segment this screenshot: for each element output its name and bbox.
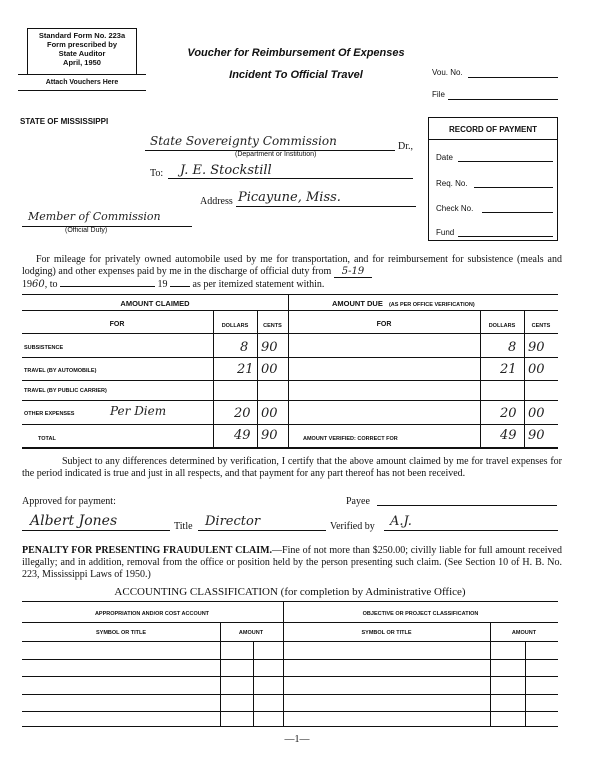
other-cents[interactable]: 00 (261, 406, 278, 421)
record-fund-label: Fund (436, 228, 455, 237)
cents-header-right: CENTS (531, 323, 551, 329)
standard-form-label: Standard Form No. 223a (38, 31, 126, 40)
symbol-header-right: SYMBOL OR TITLE (361, 630, 412, 636)
for-header-right: FOR (376, 321, 392, 328)
verified-by-value[interactable]: A.J. (390, 514, 412, 529)
verified-other-dollars[interactable]: 20 (500, 406, 517, 421)
amount-header-left: AMOUNT (238, 630, 264, 636)
vou-no-field[interactable] (468, 77, 558, 78)
other-dollars[interactable]: 20 (234, 406, 251, 421)
page-title: Voucher for Reimbursement Of Expenses Incident To Official Travel (187, 47, 405, 81)
for-header-left: FOR (109, 321, 125, 328)
state-label: STATE OF MISSISSIPPI (20, 117, 109, 126)
dollars-header-right: DOLLARS (488, 323, 516, 329)
subsistence-dollars[interactable]: 8 (240, 340, 249, 355)
verified-total-dollars[interactable]: 49 (500, 428, 517, 443)
intro-paragraph: For mileage for privately owned automobile used by me for transportation, and for reimbursement for subsistence (meals and lodging) and other expenses paid by me in the discharge of official duty from 5-19 (22, 254, 562, 277)
record-check-field[interactable] (482, 212, 553, 213)
record-title: RECORD OF PAYMENT (448, 125, 537, 134)
verified-travel-auto-dollars[interactable]: 21 (500, 362, 517, 377)
from-date-value[interactable]: 5-19 (334, 266, 372, 278)
travel-auto-cents[interactable]: 00 (261, 362, 278, 377)
record-fund-field[interactable] (458, 236, 553, 237)
verified-travel-auto-cents[interactable]: 00 (528, 362, 545, 377)
total-cents[interactable]: 90 (261, 428, 278, 443)
penalty-paragraph: PENALTY FOR PRESENTING FRAUDULENT CLAIM.—Fine of not more than $250.00; civilly liable for full amount received illegally; and in addition, removal from the office or position held by the person presenting such claim. (See Section 10 of H. B. No. 223, Mississippi Laws of 1950.) (22, 545, 562, 580)
row-travel-public-label: TRAVEL (BY PUBLIC CARRIER) (24, 388, 107, 394)
certify-paragraph: Subject to any differences determined by verification, I certify that the above amount claimed by me for travel expenses for the period indicated is true and just in all respects, and that payment for any part thereof has not been received. (22, 456, 562, 479)
verified-subsistence-cents[interactable]: 90 (528, 340, 545, 355)
row-other-label: OTHER EXPENSES (24, 411, 75, 417)
row-other-note[interactable]: Per Diem (110, 404, 167, 418)
dollars-header-left: DOLLARS (221, 323, 249, 329)
attach-label: Attach Vouchers Here (45, 79, 119, 86)
file-label: File (432, 90, 445, 99)
record-date-label: Date (436, 153, 453, 162)
to-label: To: (150, 168, 164, 179)
title-value[interactable]: Director (205, 514, 261, 529)
record-date-field[interactable] (458, 161, 553, 162)
subsistence-cents[interactable]: 90 (261, 340, 278, 355)
record-check-label: Check No. (436, 204, 474, 213)
verified-other-cents[interactable]: 00 (528, 406, 545, 421)
verified-by-label: Verified by (330, 521, 375, 532)
address-value[interactable]: Picayune, Miss. (238, 190, 341, 205)
to-value[interactable]: J. E. Stockstill (180, 163, 272, 178)
approved-label: Approved for payment: (22, 496, 116, 507)
department-caption: (Department or Institution) (235, 151, 317, 158)
verified-correct-label: AMOUNT VERIFIED: CORRECT FOR (303, 436, 398, 442)
total-dollars[interactable]: 49 (234, 428, 251, 443)
title-label: Title (174, 521, 193, 532)
file-field[interactable] (448, 99, 558, 100)
address-label: Address (200, 196, 233, 207)
row-travel-auto-label: TRAVEL (BY AUTOMOBILE) (24, 368, 97, 374)
prescribed-label: Form prescribed by (46, 40, 118, 49)
approver-signature[interactable]: Albert Jones (30, 513, 118, 529)
official-duty-caption: (Official Duty) (65, 227, 108, 234)
record-req-field[interactable] (474, 187, 553, 188)
amount-header-right: AMOUNT (511, 630, 537, 636)
auditor-label: State Auditor (58, 49, 106, 58)
payee-field[interactable] (377, 505, 557, 506)
row-subsistence-label: SUBSISTENCE (24, 345, 64, 351)
intro-line2: 1960, to 19 as per itemized statement within. (22, 279, 325, 290)
row-total-label: TOTAL (38, 436, 56, 442)
verified-subsistence-dollars[interactable]: 8 (508, 340, 517, 355)
payee-label: Payee (346, 496, 370, 507)
vou-no-label: Vou. No. (432, 68, 463, 77)
objective-header: OBJECTIVE OR PROJECT CLASSIFICATION (362, 611, 479, 617)
cents-header-left: CENTS (263, 323, 282, 329)
department-value[interactable]: State Sovereignty Commission (150, 134, 337, 148)
appropriation-header: APPROPRIATION AND/OR COST ACCOUNT (94, 611, 210, 617)
year-value[interactable]: 60 (32, 279, 45, 290)
page-number: —1— (284, 734, 310, 745)
dr-label: Dr., (398, 141, 413, 152)
claimed-header: AMOUNT CLAIMED (120, 299, 190, 308)
travel-auto-dollars[interactable]: 21 (237, 362, 254, 377)
record-req-label: Req. No. (436, 179, 468, 188)
symbol-header-left: SYMBOL OR TITLE (95, 630, 146, 636)
due-header: AMOUNT DUE (AS PER OFFICE VERIFICATION) (332, 299, 475, 308)
accounting-title: ACCOUNTING CLASSIFICATION (for completion by Administrative Office) (114, 586, 466, 598)
verified-total-cents[interactable]: 90 (528, 428, 545, 443)
official-duty-value[interactable]: Member of Commission (28, 210, 161, 223)
form-date-label: April, 1950 (63, 58, 101, 67)
